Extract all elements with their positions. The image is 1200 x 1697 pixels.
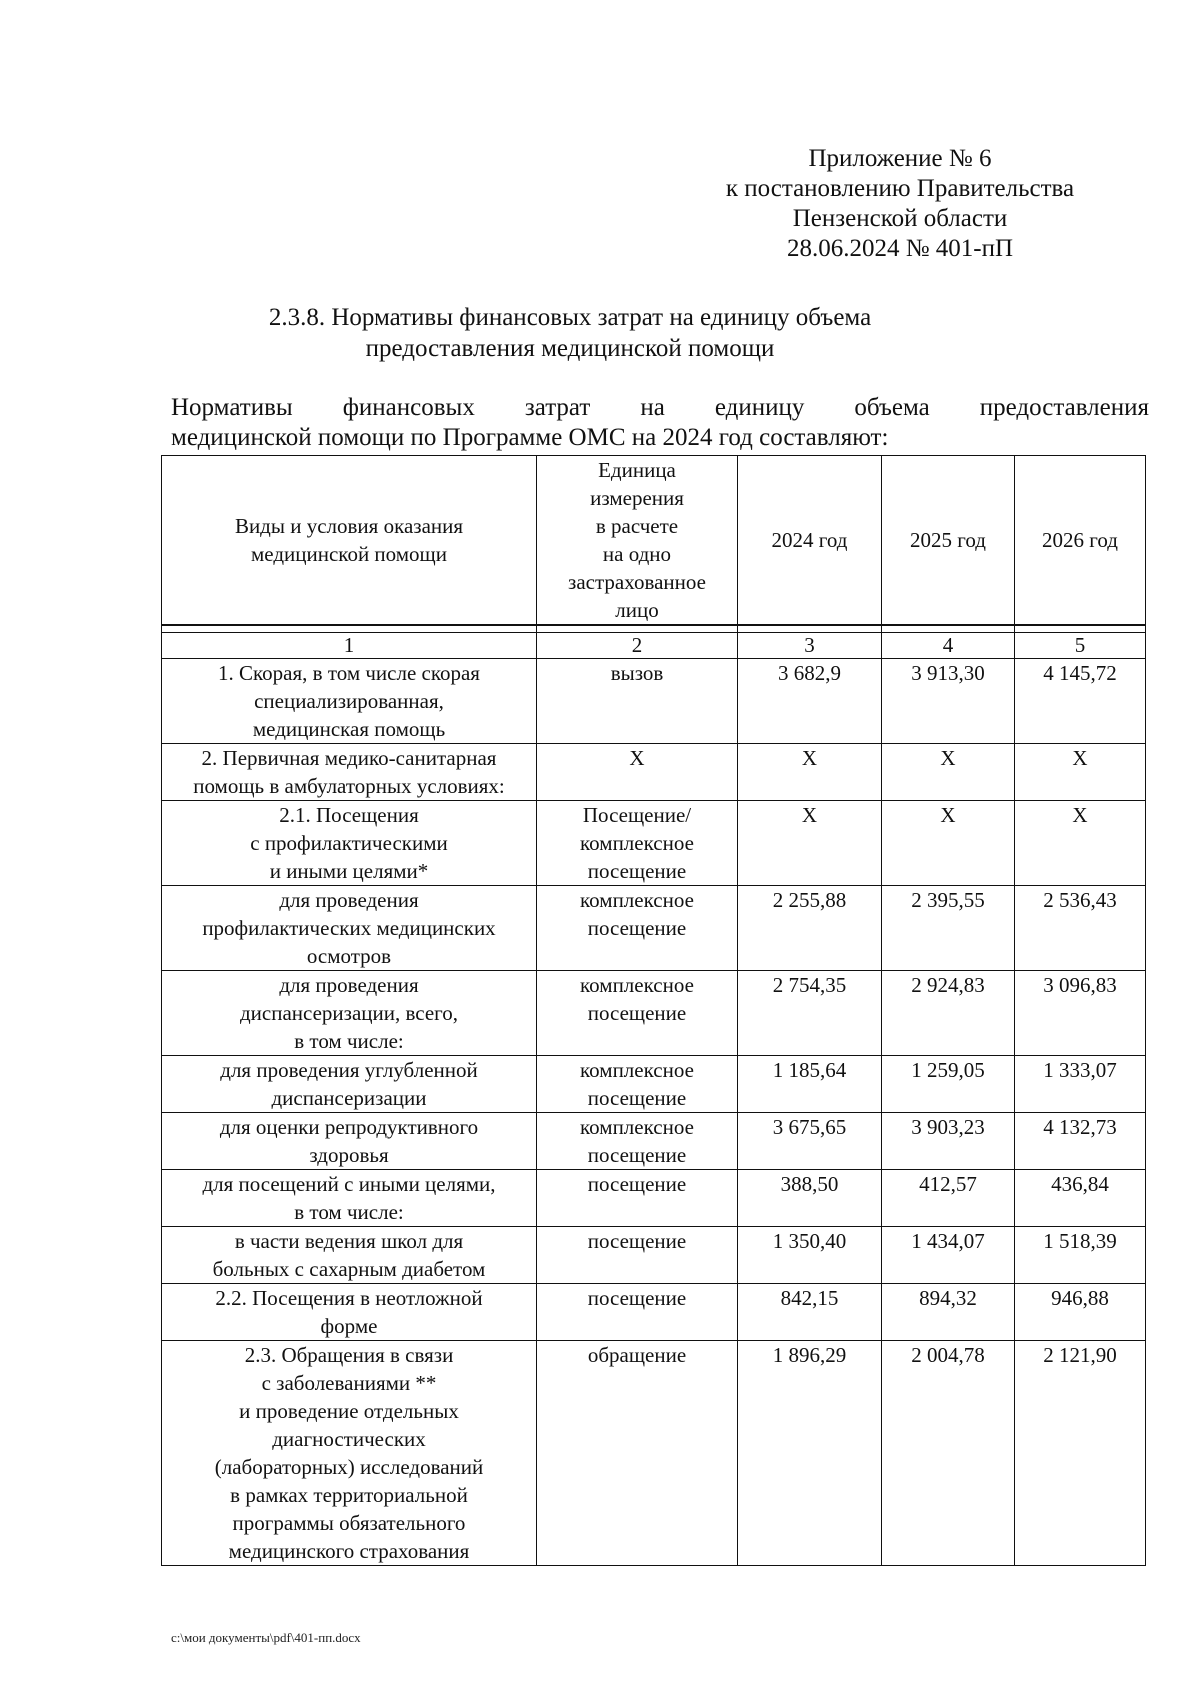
care-type-cell — [162, 1227, 537, 1284]
value-2026-cell: 2 536,43 — [1015, 886, 1146, 971]
care-type-line: для проведения — [279, 888, 419, 912]
file-path-footer: c:\мои документы\pdf\401-пп.docx — [171, 1630, 361, 1645]
header-2024-line: 2024 год — [771, 528, 848, 552]
header-separator — [162, 625, 1146, 633]
value-2024-cell: 2 255,88 — [738, 886, 882, 971]
header-type-line: Виды и условия оказания — [234, 514, 464, 538]
unit-line: посещение — [587, 916, 687, 940]
care-type-line: в рамках территориальной — [230, 1483, 468, 1507]
care-type-line: в части ведения школ для — [234, 1229, 464, 1253]
column-number: 3 — [738, 633, 882, 659]
care-type-cell — [162, 971, 537, 1056]
value-2025-cell: 3 913,30 — [882, 659, 1015, 744]
header-2026 — [1015, 456, 1146, 626]
header-type-line: медицинской помощи — [251, 542, 447, 566]
care-type-line: для оценки репродуктивного — [219, 1115, 479, 1139]
table-row — [162, 801, 1146, 886]
care-type-line: 1. Скорая, в том числе скорая — [218, 661, 480, 685]
care-type-line: и проведение отдельных — [239, 1399, 459, 1423]
care-type-line: для посещений с иными целями, — [202, 1172, 496, 1196]
care-type-line: специализированная, — [254, 689, 444, 713]
value-2025-cell: Х — [882, 744, 1015, 801]
unit-line: посещение — [587, 1001, 687, 1025]
table-row — [162, 659, 1146, 744]
value-2026-cell: 2 121,90 — [1015, 1341, 1146, 1566]
column-number: 1 — [162, 633, 537, 659]
appendix-region: Пензенской области — [792, 205, 1008, 232]
table-row — [162, 744, 1146, 801]
column-number: 4 — [882, 633, 1015, 659]
value-2025-cell: 412,57 — [882, 1170, 1015, 1227]
care-type-line: больных с сахарным диабетом — [212, 1257, 486, 1281]
header-unit-line: лицо — [615, 598, 659, 622]
unit-line: посещение — [587, 1143, 687, 1167]
column-number-row — [162, 633, 1146, 659]
table-row — [162, 1341, 1146, 1566]
unit-line: посещение — [587, 1286, 687, 1310]
care-type-line: 2.1. Посещения — [279, 803, 419, 827]
care-type-line: 2.3. Обращения в связи — [244, 1343, 454, 1367]
unit-cell — [537, 886, 738, 971]
table-row — [162, 1113, 1146, 1170]
unit-line: вызов — [610, 661, 664, 685]
unit-line: посещение — [587, 1086, 687, 1110]
value-2025-cell: 1 434,07 — [882, 1227, 1015, 1284]
care-type-cell — [162, 801, 537, 886]
unit-cell — [537, 1170, 738, 1227]
care-type-line: медицинского страхования — [228, 1539, 470, 1563]
header-unit-line: на одно — [602, 542, 672, 566]
header-type — [162, 456, 537, 626]
unit-line: посещение — [587, 859, 687, 883]
value-2026-cell: 946,88 — [1015, 1284, 1146, 1341]
value-2024-cell: 388,50 — [738, 1170, 882, 1227]
care-type-cell — [162, 1056, 537, 1113]
unit-line: комплексное — [580, 973, 694, 997]
table-row — [162, 971, 1146, 1056]
section-heading — [200, 302, 940, 364]
table-row — [162, 1284, 1146, 1341]
unit-line: комплексное — [580, 888, 694, 912]
value-2024-cell: 1 350,40 — [738, 1227, 882, 1284]
column-number: 2 — [537, 633, 738, 659]
care-type-line: программы обязательного — [232, 1511, 466, 1535]
appendix-date-number: 28.06.2024 № 401-пП — [786, 235, 1014, 262]
unit-line: обращение — [587, 1343, 687, 1367]
header-2026-line: 2026 год — [1042, 528, 1118, 552]
intro-line-2: медицинской помощи по Программе ОМС на 2024 год составляют: — [171, 424, 889, 451]
care-type-line: с заболеваниями ** — [261, 1371, 437, 1395]
value-2026-cell: 1 333,07 — [1015, 1056, 1146, 1113]
value-2025-cell: 3 903,23 — [882, 1113, 1015, 1170]
unit-cell — [537, 1113, 738, 1170]
unit-cell — [537, 801, 738, 886]
heading-line-2: предоставления медицинской помощи — [365, 335, 775, 362]
care-type-line: профилактических медицинских — [202, 916, 496, 940]
care-type-line: в том числе: — [294, 1200, 404, 1224]
header-2025-line: 2025 год — [910, 528, 986, 552]
care-type-line: здоровья — [309, 1143, 389, 1167]
value-2026-cell: Х — [1015, 744, 1146, 801]
value-2024-cell: 842,15 — [738, 1284, 882, 1341]
appendix-block — [680, 144, 1120, 264]
norms-table — [161, 455, 1146, 1566]
unit-cell — [537, 1341, 738, 1566]
value-2024-cell: 3 682,9 — [738, 659, 882, 744]
table-row — [162, 1170, 1146, 1227]
header-row — [162, 456, 1146, 626]
care-type-line: для проведения углубленной — [220, 1058, 478, 1082]
value-2026-cell: 4 132,73 — [1015, 1113, 1146, 1170]
value-2024-cell: Х — [738, 744, 882, 801]
value-2024-cell: 1 896,29 — [738, 1341, 882, 1566]
intro-paragraph — [171, 393, 1149, 453]
unit-line: посещение — [587, 1229, 687, 1253]
value-2025-cell: 2 004,78 — [882, 1341, 1015, 1566]
care-type-line: с профилактическими — [250, 831, 448, 855]
value-2025-cell: Х — [882, 801, 1015, 886]
care-type-line: (лабораторных) исследований — [214, 1455, 484, 1479]
value-2026-cell: 436,84 — [1015, 1170, 1146, 1227]
header-unit-line: застрахованное — [568, 570, 706, 594]
unit-line: Посещение/ — [582, 803, 692, 827]
header-2024 — [738, 456, 882, 626]
value-2026-cell: 1 518,39 — [1015, 1227, 1146, 1284]
value-2024-cell: 1 185,64 — [738, 1056, 882, 1113]
unit-line: комплексное — [580, 1115, 694, 1139]
heading-line-1: 2.3.8. Нормативы финансовых затрат на единицу объема — [268, 304, 872, 331]
unit-cell — [537, 1284, 738, 1341]
care-type-line: 2. Первичная медико-санитарная — [201, 746, 497, 770]
header-unit-line: измерения — [590, 486, 684, 510]
care-type-line: для проведения — [279, 973, 419, 997]
value-2025-cell: 2 395,55 — [882, 886, 1015, 971]
unit-line: комплексное — [580, 1058, 694, 1082]
intro-line-1: Нормативы финансовых затрат на единицу объема предоставления — [171, 394, 1149, 421]
value-2025-cell: 894,32 — [882, 1284, 1015, 1341]
care-type-cell — [162, 1113, 537, 1170]
care-type-line: 2.2. Посещения в неотложной — [215, 1286, 483, 1310]
unit-cell — [537, 744, 738, 801]
care-type-line: медицинская помощь — [252, 717, 446, 741]
value-2025-cell: 2 924,83 — [882, 971, 1015, 1056]
care-type-cell — [162, 744, 537, 801]
table-row — [162, 886, 1146, 971]
header-unit-line: в расчете — [595, 514, 679, 538]
table-row — [162, 1227, 1146, 1284]
header-unit — [537, 456, 738, 626]
value-2026-cell: Х — [1015, 801, 1146, 886]
care-type-line: помощь в амбулаторных условиях: — [193, 774, 505, 798]
appendix-number: Приложение № 6 — [808, 145, 992, 172]
table-row — [162, 1056, 1146, 1113]
care-type-line: диагностических — [272, 1427, 426, 1451]
care-type-line: в том числе: — [294, 1029, 404, 1053]
care-type-line: форме — [320, 1314, 378, 1338]
appendix-resolution: к постановлению Правительства — [725, 175, 1075, 202]
unit-line: Х — [629, 746, 645, 770]
care-type-line: и иными целями* — [269, 859, 429, 883]
value-2025-cell: 1 259,05 — [882, 1056, 1015, 1113]
unit-cell — [537, 1227, 738, 1284]
care-type-line: диспансеризации — [271, 1086, 427, 1110]
value-2026-cell: 3 096,83 — [1015, 971, 1146, 1056]
column-number: 5 — [1015, 633, 1146, 659]
care-type-cell — [162, 886, 537, 971]
value-2024-cell: Х — [738, 801, 882, 886]
value-2026-cell: 4 145,72 — [1015, 659, 1146, 744]
header-2025 — [882, 456, 1015, 626]
care-type-line: диспансеризации, всего, — [239, 1001, 459, 1025]
care-type-cell — [162, 659, 537, 744]
care-type-cell — [162, 1284, 537, 1341]
norms-table-body — [162, 456, 1146, 1566]
unit-line: посещение — [587, 1172, 687, 1196]
care-type-cell — [162, 1341, 537, 1566]
unit-cell — [537, 1056, 738, 1113]
care-type-cell — [162, 1170, 537, 1227]
care-type-line: осмотров — [306, 944, 392, 968]
value-2024-cell: 2 754,35 — [738, 971, 882, 1056]
unit-line: комплексное — [580, 831, 694, 855]
header-unit-line: Единица — [598, 458, 676, 482]
unit-cell — [537, 659, 738, 744]
value-2024-cell: 3 675,65 — [738, 1113, 882, 1170]
unit-cell — [537, 971, 738, 1056]
